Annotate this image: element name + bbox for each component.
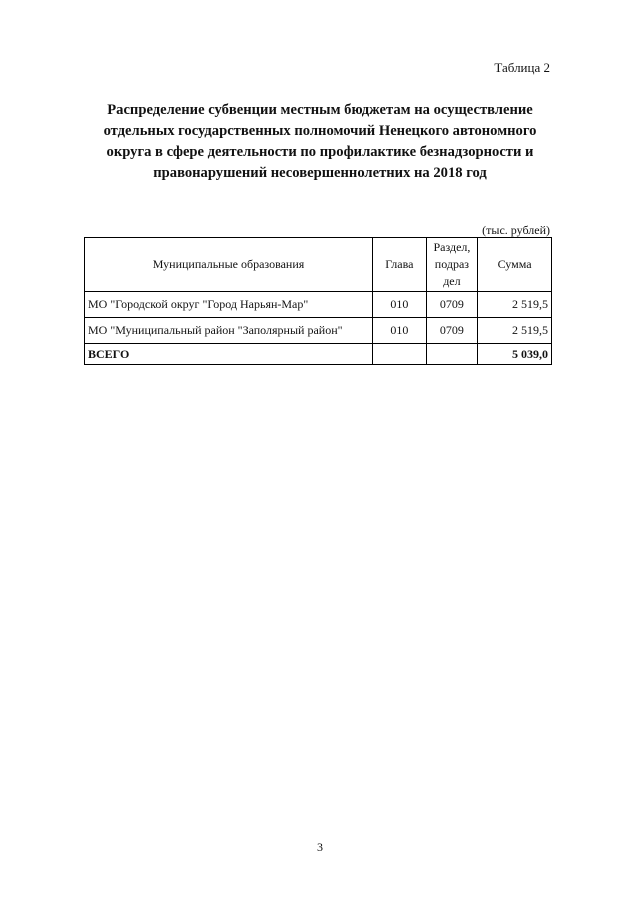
- header-razdel: [426, 238, 478, 292]
- cell-glava: 010: [373, 292, 427, 318]
- title-line: округа в сфере деятельности по профилактике безнадзорности и: [106, 144, 534, 160]
- title-line: отдельных государственных полномочий Ненецкого автономного: [103, 123, 537, 139]
- cell-sum: 2 519,5: [478, 318, 552, 344]
- total-label: ВСЕГО: [85, 344, 373, 365]
- cell-razdel-empty: [426, 344, 478, 365]
- header-sum: Сумма: [478, 238, 552, 292]
- cell-municipality: МО "Муниципальный район "Заполярный район": [85, 318, 373, 344]
- document-title: [60, 100, 580, 184]
- header-razdel-line: Раздел,: [433, 240, 471, 254]
- cell-razdel: 0709: [426, 318, 478, 344]
- cell-municipality: МО "Городской округ "Город Нарьян-Мар": [85, 292, 373, 318]
- cell-razdel: 0709: [426, 292, 478, 318]
- page-number: 3: [317, 840, 323, 854]
- table-total-row: [85, 344, 552, 365]
- header-municipality: Муниципальные образования: [85, 238, 373, 292]
- cell-glava-empty: [373, 344, 427, 365]
- cell-glava: 010: [373, 318, 427, 344]
- cell-sum: 2 519,5: [478, 292, 552, 318]
- units-note: (тыс. рублей): [482, 223, 550, 237]
- table-row: [85, 318, 552, 344]
- table-number: Таблица 2: [494, 60, 550, 75]
- header-razdel-line: подраз: [434, 257, 470, 271]
- table-header-row: [85, 238, 552, 292]
- table-row: [85, 292, 552, 318]
- subvention-table: [84, 237, 552, 365]
- total-sum: 5 039,0: [478, 344, 552, 365]
- header-glava: Глава: [373, 238, 427, 292]
- title-line: правонарушений несовершеннолетних на 2018 год: [153, 165, 487, 181]
- header-razdel-line: дел: [443, 274, 461, 288]
- title-line: Распределение субвенции местным бюджетам на осуществление: [107, 102, 533, 118]
